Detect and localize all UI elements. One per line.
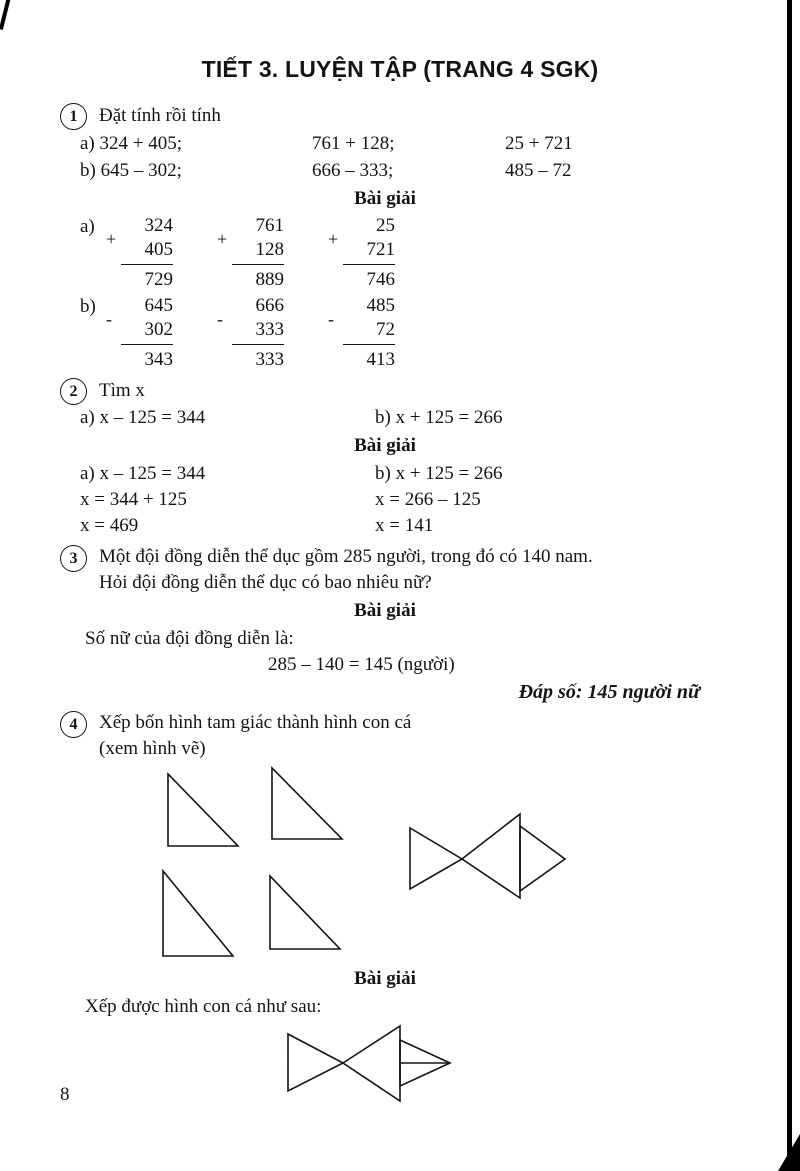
solution-heading: Bài giải (354, 435, 416, 456)
vertical-operation (328, 214, 395, 292)
vertical-operation (106, 214, 173, 292)
assembled-fish-figure (60, 1024, 760, 1114)
equation: b) x + 125 = 266 (375, 463, 503, 484)
solution-line: Số nữ của đội đồng diễn là: (85, 628, 294, 649)
operands (343, 214, 395, 292)
row-label: b) (80, 160, 96, 181)
operands (343, 294, 395, 372)
given-row-a (80, 130, 740, 157)
statement-line: Hỏi đội đồng diễn thể dục có bao nhiêu nữ? (99, 572, 432, 593)
solution-heading: Bài giải (354, 600, 416, 621)
operator-sign: + (217, 229, 228, 249)
bottom-operand: 405 (121, 238, 173, 265)
solution-line (80, 487, 740, 513)
fish-body-shape (343, 1026, 400, 1101)
problem-3-header (60, 544, 740, 596)
result: 889 (255, 269, 284, 290)
equation: a) x – 125 = 344 (80, 463, 206, 484)
answer-line: Đáp số: 145 người nữ (518, 681, 700, 703)
top-operand: 25 (376, 215, 395, 236)
equation: x = 344 + 125 (80, 489, 187, 510)
triangle-shape (272, 768, 342, 839)
bottom-operand: 302 (121, 318, 173, 345)
expression (80, 130, 312, 157)
fish-nose-shape (520, 826, 565, 891)
solution-line (80, 461, 740, 487)
problem-statement: Tìm x (99, 380, 145, 401)
expression: 666 – 333; (312, 160, 394, 181)
problem-4 (60, 710, 740, 1114)
statement-line: Một đội đồng diễn thể dục gồm 285 người, trong đó có 140 nam. (99, 546, 593, 567)
problem-4-header (60, 710, 740, 762)
problem-number-badge: 3 (60, 545, 87, 572)
top-operand: 324 (144, 215, 173, 236)
row-label: a) (80, 216, 95, 237)
expression: 761 + 128; (312, 133, 395, 154)
problem-1-header (60, 102, 740, 130)
solution-line: Xếp được hình con cá như sau: (85, 996, 322, 1017)
operator-sign: - (106, 309, 112, 329)
page-number: 8 (60, 1084, 70, 1105)
operands (232, 214, 284, 292)
vertical-operation (328, 294, 395, 372)
problem-statement (99, 544, 740, 596)
triangle-shape (168, 774, 238, 846)
problem-2-header (60, 377, 740, 405)
equation: x = 266 – 125 (375, 489, 481, 510)
equation: x = 469 (80, 515, 139, 536)
triangles-and-fish-figure (60, 766, 760, 964)
bottom-operand: 721 (343, 238, 395, 265)
fish-tail-shape (288, 1034, 343, 1091)
bottom-operand: 72 (343, 318, 395, 345)
statement-line: (xem hình vẽ) (99, 738, 206, 759)
page-title: TIẾT 3. LUYỆN TẬP (TRANG 4 SGK) (201, 56, 599, 82)
expression: 485 – 72 (505, 160, 572, 181)
operands (121, 294, 173, 372)
operands (121, 214, 173, 292)
operands (232, 294, 284, 372)
vertical-operation (106, 294, 173, 372)
expression: 25 + 721 (505, 133, 573, 154)
top-operand: 485 (366, 295, 395, 316)
expression (80, 157, 312, 184)
top-operand: 761 (255, 215, 284, 236)
solution-heading: Bài giải (354, 188, 416, 209)
scan-artifact-right-edge (787, 0, 792, 1171)
expression-text: 324 + 405; (99, 133, 183, 154)
top-operand: 645 (144, 295, 173, 316)
result: 746 (366, 269, 395, 290)
operator-sign: - (328, 309, 334, 329)
problem-number-badge: 2 (60, 378, 87, 405)
operator-sign: + (106, 229, 117, 249)
row-label: b) (80, 296, 96, 317)
result: 343 (144, 349, 173, 370)
vertical-operation (217, 294, 284, 372)
operator-sign: + (328, 229, 339, 249)
problem-statement: Đặt tính rồi tính (99, 105, 221, 126)
solution-heading: Bài giải (354, 968, 416, 989)
expression: b) x + 125 = 266 (375, 407, 503, 428)
expression-text: 645 – 302; (100, 160, 182, 181)
row-label: a) (80, 133, 95, 154)
fish-tail-shape (410, 828, 462, 889)
given-row (80, 405, 740, 431)
solution-line (80, 513, 740, 539)
problem-statement (99, 710, 740, 762)
fish-body-shape (462, 814, 520, 898)
triangle-shape (163, 871, 233, 956)
problem-3 (60, 544, 740, 705)
problem-2 (60, 377, 740, 539)
given-row-b (80, 157, 740, 184)
problem-1 (60, 102, 740, 372)
equation: x = 141 (375, 515, 434, 536)
result: 413 (366, 349, 395, 370)
vertical-operation (217, 214, 284, 292)
worked-row-a (80, 214, 740, 292)
result: 333 (255, 349, 284, 370)
worked-row-b (80, 294, 740, 372)
operator-sign: - (217, 309, 223, 329)
statement-line: Xếp bốn hình tam giác thành hình con cá (99, 712, 412, 733)
expression: a) x – 125 = 344 (80, 407, 206, 428)
top-operand: 666 (255, 295, 284, 316)
problem-number-badge: 1 (60, 103, 87, 130)
solution-equation: 285 – 140 = 145 (người) (268, 654, 455, 675)
bottom-operand: 128 (232, 238, 284, 265)
result: 729 (144, 269, 173, 290)
scan-artifact-top-left (0, 0, 11, 30)
bottom-operand: 333 (232, 318, 284, 345)
problem-number-badge: 4 (60, 711, 87, 738)
triangle-shape (270, 876, 340, 949)
